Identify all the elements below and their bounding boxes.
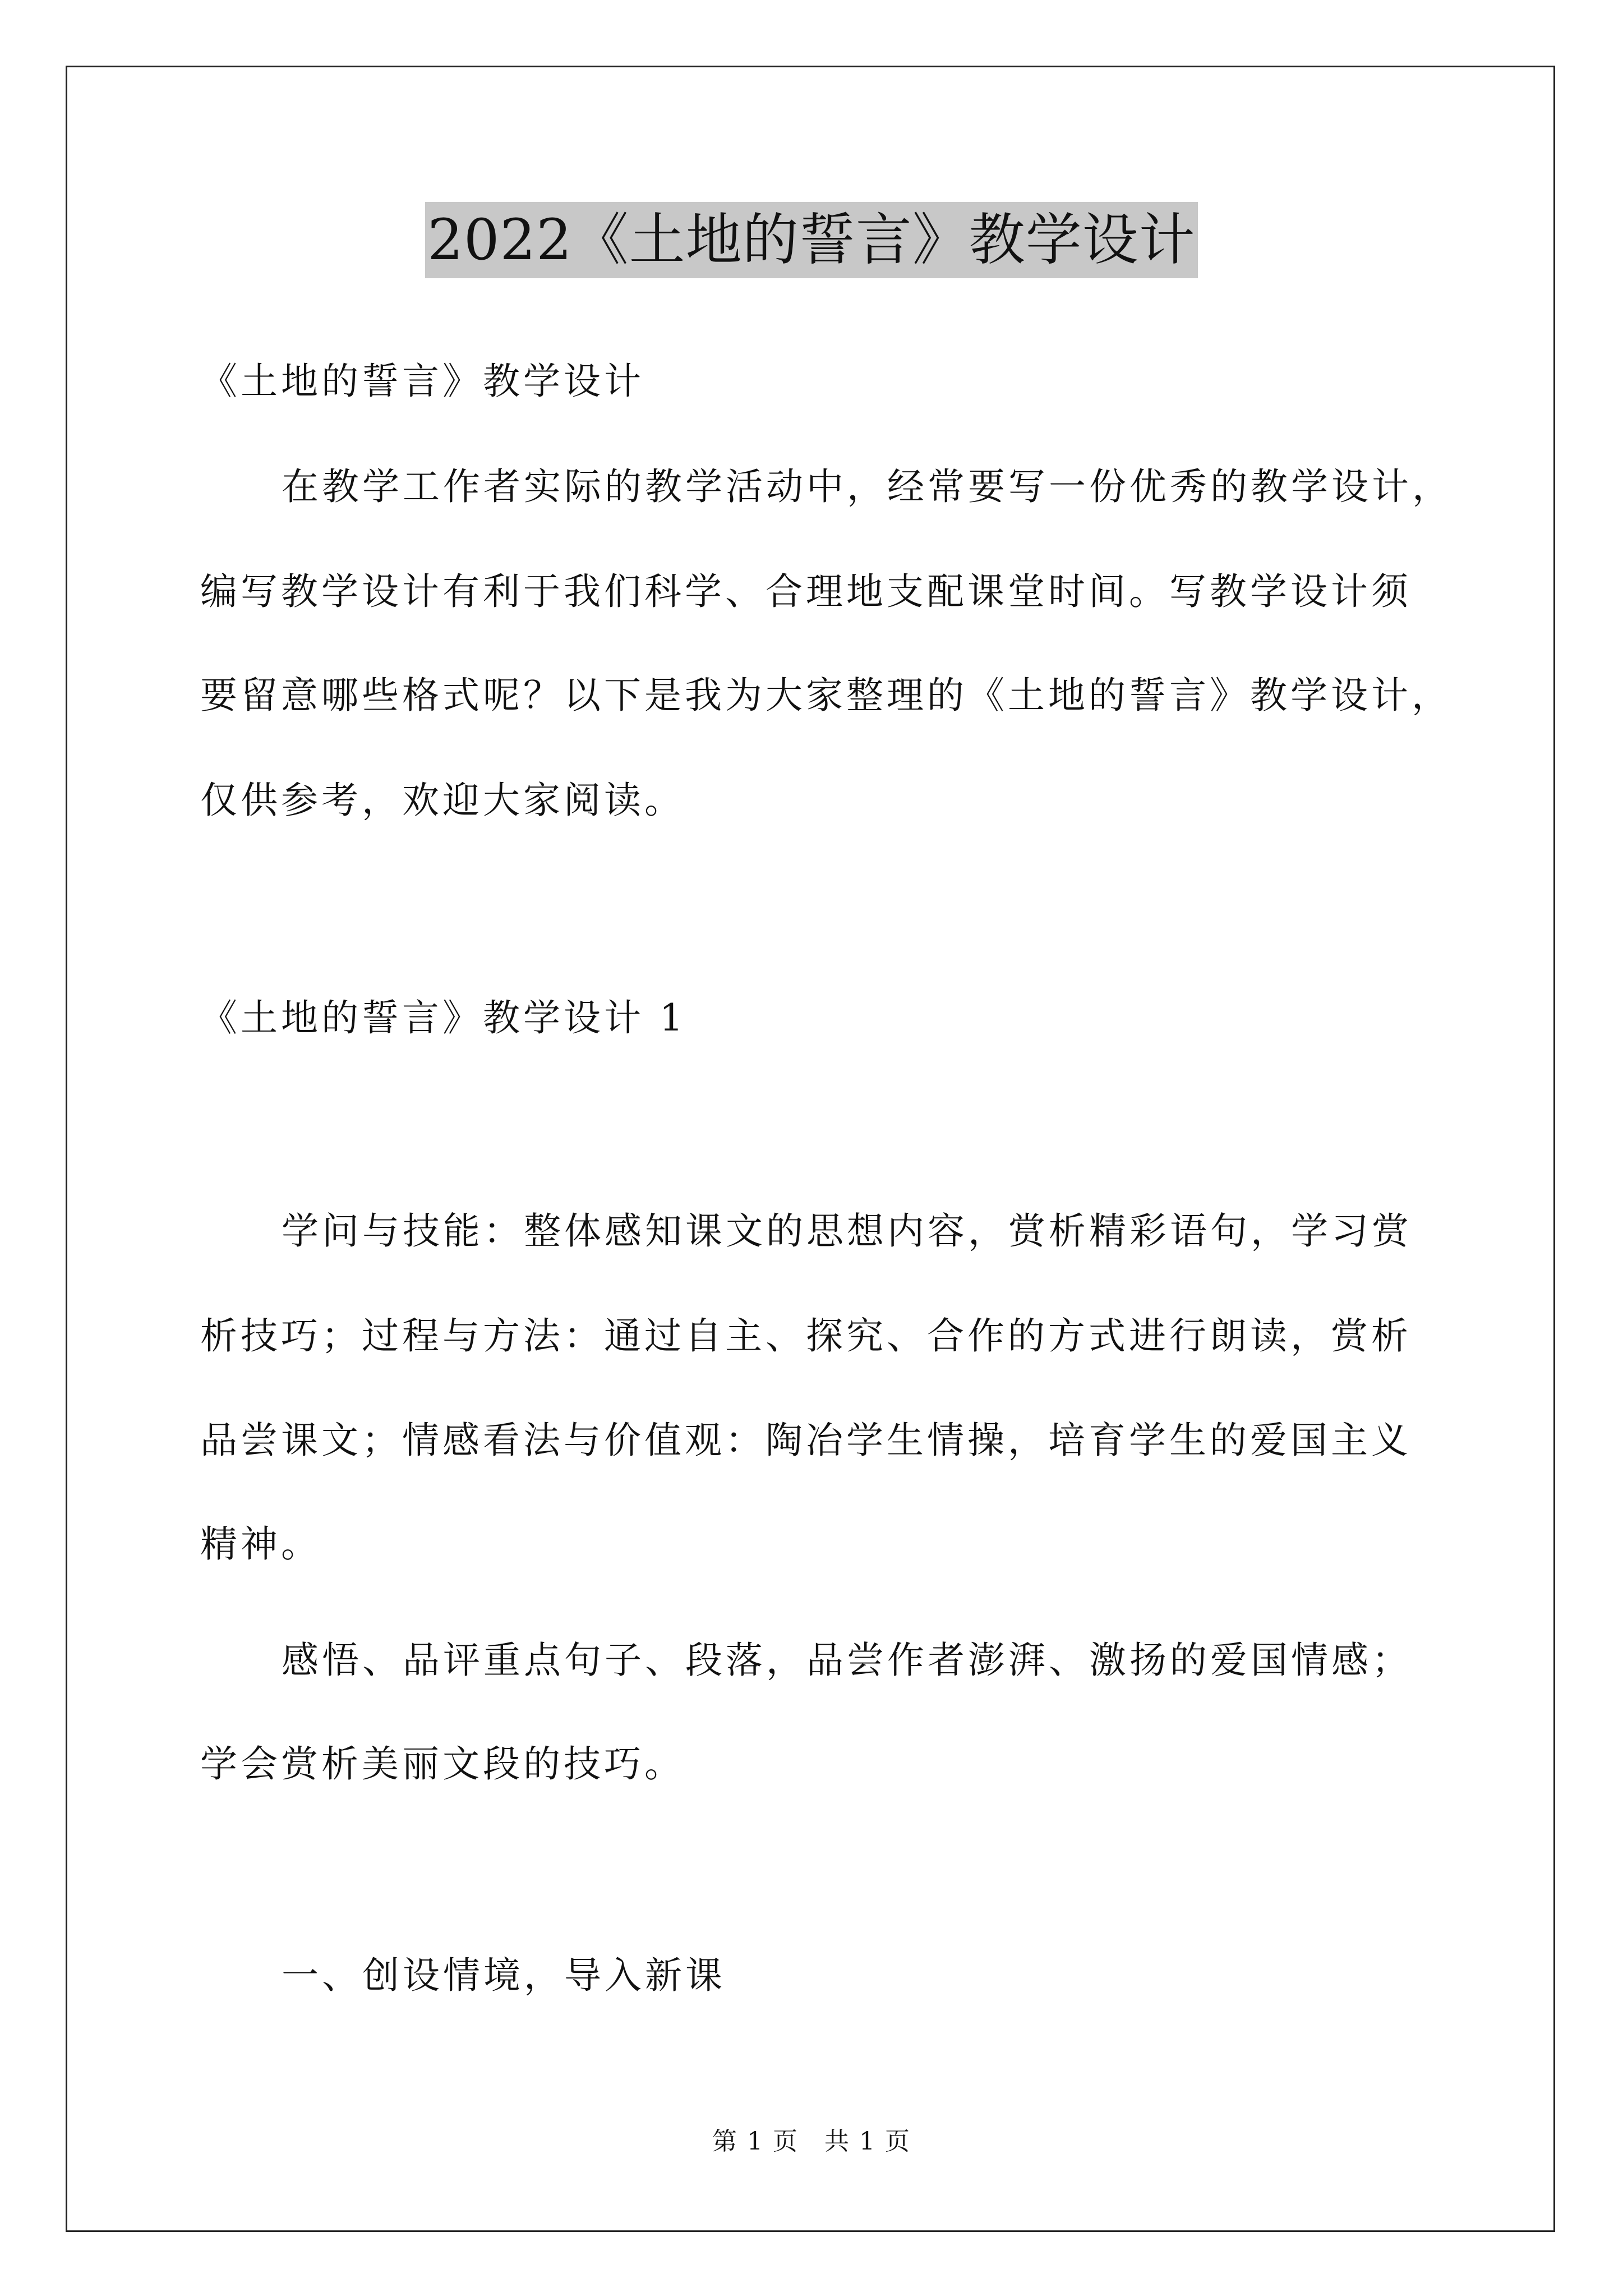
goals-line-2: 析技巧；过程与方法：通过自主、探究、合作的方式进行朗读，赏析 <box>200 1314 1412 1358</box>
goals-line-3: 品尝课文；情感看法与价值观：陶冶学生情操，培育学生的爱国主义 <box>200 1419 1412 1462</box>
goals-line-1: 学问与技能：整体感知课文的思想内容，赏析精彩语句，学习赏 <box>282 1209 1412 1253</box>
goals-line-4: 精神。 <box>200 1522 321 1566</box>
intro-line-1: 在教学工作者实际的教学活动中，经常要写一份优秀的教学设计， <box>282 465 1453 508</box>
section-heading: 《土地的誓言》教学设计 1 <box>200 996 686 1039</box>
page-footer: 第 1 页 共 1 页 <box>712 2127 911 2156</box>
title-container <box>0 202 1623 278</box>
document-title: 2022《土地的誓言》教学设计 <box>425 202 1198 278</box>
document-subtitle: 《土地的誓言》教学设计 <box>200 360 644 403</box>
intro-line-2: 编写教学设计有利于我们科学、合理地支配课堂时间。写教学设计须 <box>200 570 1412 613</box>
focus-line-1: 感悟、品评重点句子、段落，品尝作者澎湃、激扬的爱国情感； <box>282 1639 1412 1682</box>
focus-line-2: 学会赏析美丽文段的技巧。 <box>200 1742 685 1786</box>
intro-line-3: 要留意哪些格式呢？以下是我为大家整理的《土地的誓言》教学设计， <box>200 674 1452 717</box>
intro-line-4: 仅供参考，欢迎大家阅读。 <box>200 779 685 822</box>
step-heading: 一、创设情境，导入新课 <box>282 1954 726 1997</box>
